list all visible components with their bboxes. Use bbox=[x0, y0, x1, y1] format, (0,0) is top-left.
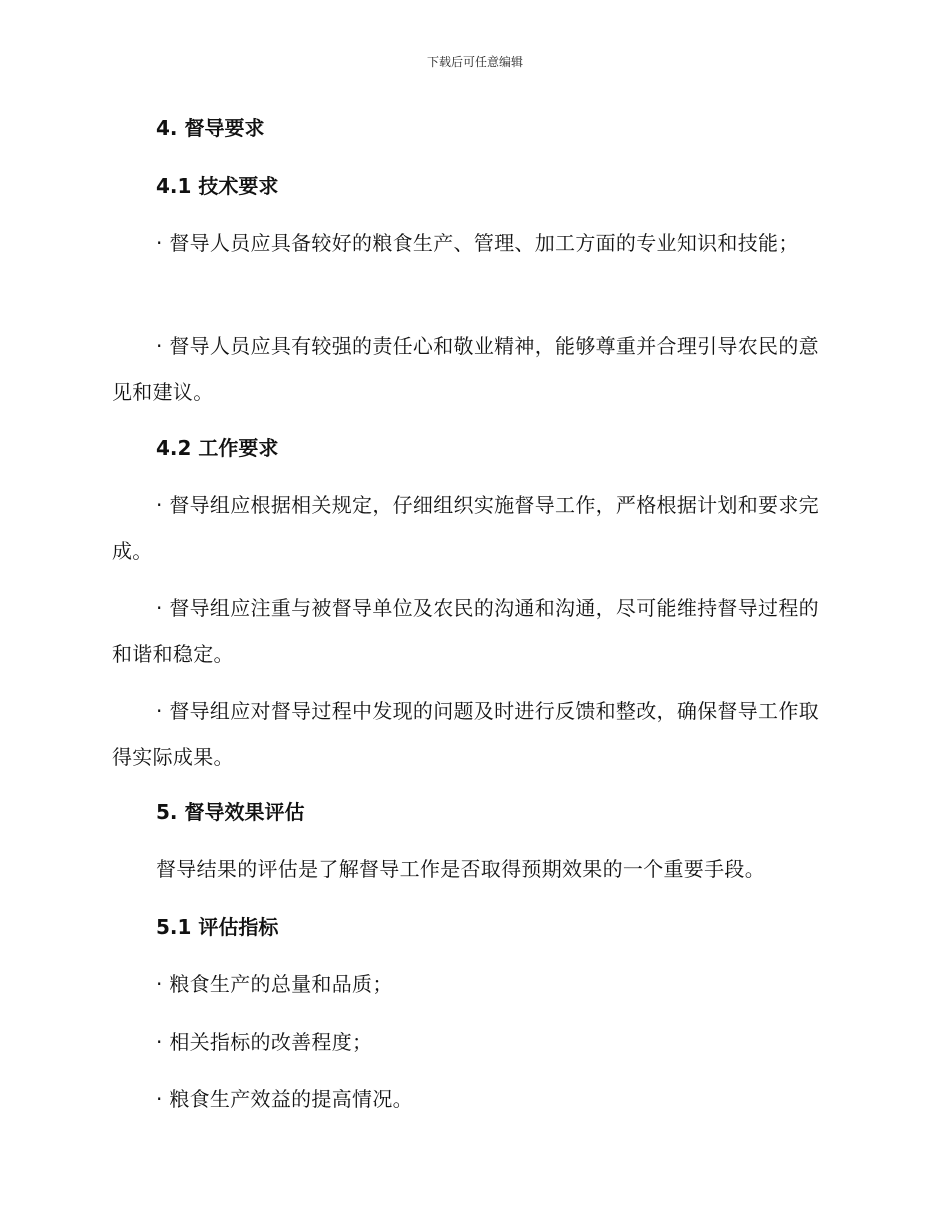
section-5-1-item-1: · 粮食生产的总量和品质； bbox=[156, 972, 393, 996]
section-4-2-item-1: · 督导组应根据相关规定，仔细组织实施督导工作，严格根据计划和要求完成。 bbox=[112, 493, 819, 563]
section-4-2-item-2: · 督导组应注重与被督导单位及农民的沟通和沟通，尽可能维持督导过程的和谐和稳定。 bbox=[112, 596, 819, 666]
section-4-1-item-2: · 督导人员应具有较强的责任心和敬业精神，能够尊重并合理引导农民的意见和建议。 bbox=[112, 334, 819, 404]
section-4-1-item-1: · 督导人员应具备较好的粮食生产、管理、加工方面的专业知识和技能； bbox=[156, 231, 799, 255]
section-4-2-item-3: · 督导组应对督导过程中发现的问题及时进行反馈和整改，确保督导工作取得实际成果。 bbox=[112, 699, 819, 769]
section-4-2-heading: 4.2 工作要求 bbox=[156, 436, 279, 460]
section-4-heading: 4. 督导要求 bbox=[156, 116, 265, 140]
section-5-1-item-2: · 相关指标的改善程度； bbox=[156, 1030, 373, 1054]
section-5-1-item-3: · 粮食生产效益的提高情况。 bbox=[156, 1087, 413, 1111]
section-5-heading: 5. 督导效果评估 bbox=[156, 800, 305, 824]
section-5-intro: 督导结果的评估是了解督导工作是否取得预期效果的一个重要手段。 bbox=[156, 857, 765, 881]
section-4-1-heading: 4.1 技术要求 bbox=[156, 174, 279, 198]
section-5-1-heading: 5.1 评估指标 bbox=[156, 915, 279, 939]
page-header: 下载后可任意编辑 bbox=[426, 55, 523, 69]
